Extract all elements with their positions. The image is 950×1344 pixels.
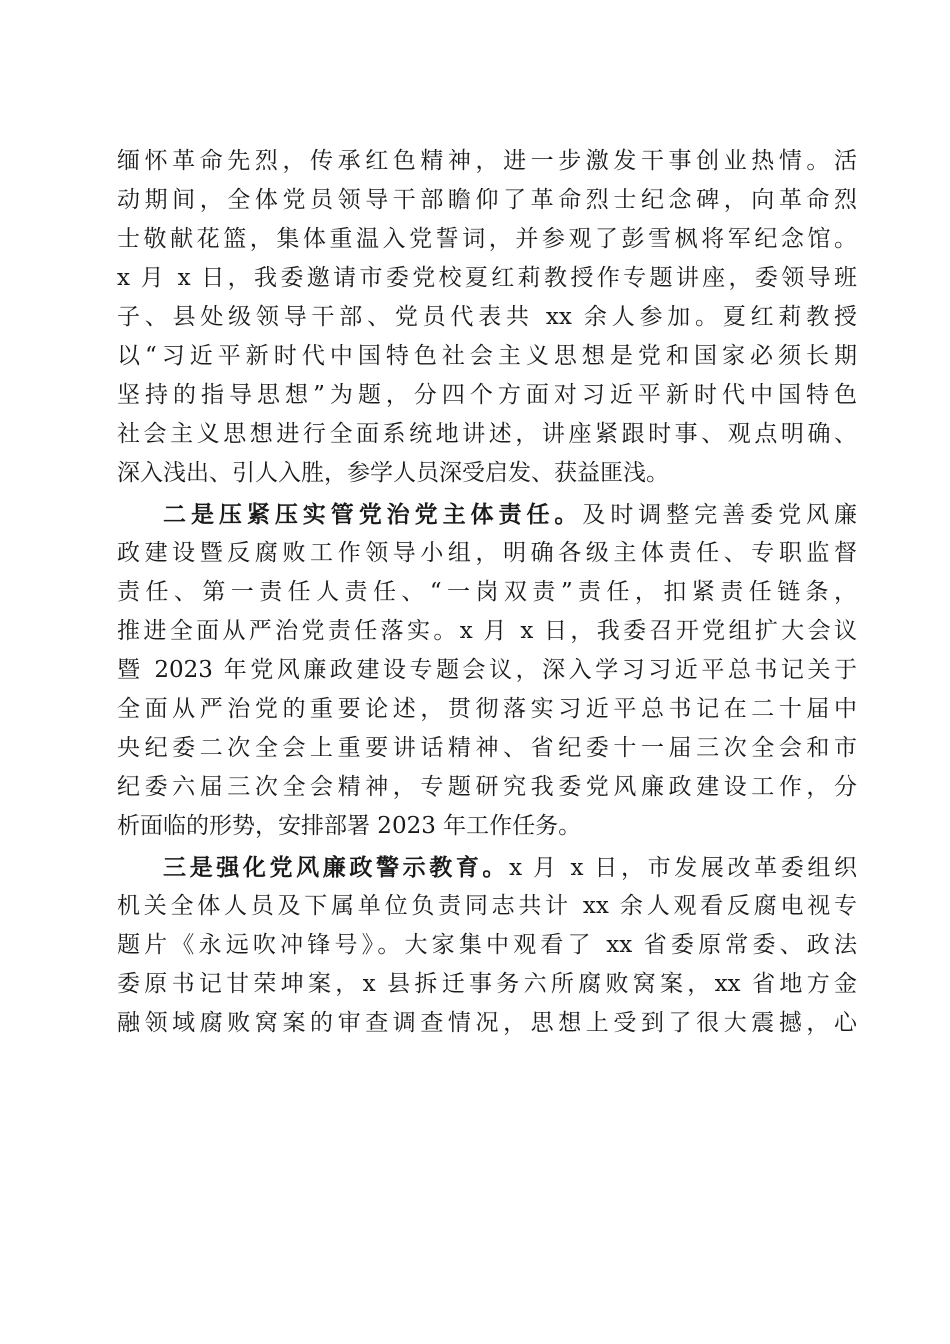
text-line: 委原书记甘荣坤案，x 县拆迁事务六所腐败窝案，xx 省地方金 <box>117 971 857 997</box>
text-line: 责任、第一责任人责任、“一岗双责”责任，扣紧责任链条， <box>117 579 857 605</box>
paragraph-1 <box>117 142 857 493</box>
document-body <box>117 142 857 1043</box>
paragraph-3-first-line-text: x 月 x 日，市发展改革委组织 <box>509 855 857 881</box>
paragraph-3-heading: 三是强化党风廉政警示教育。 <box>163 854 510 881</box>
text-line: 以“习近平新时代中国特色社会主义思想是党和国家必须长期 <box>117 343 857 369</box>
paragraph-2-first-line <box>117 495 857 534</box>
text-line: 央纪委二次全会上重要讲话精神、省纪委十一届三次全会和市 <box>117 735 857 761</box>
text-line: 融领域腐败窝案的审查调查情况，思想上受到了很大震撼，心 <box>117 1010 857 1036</box>
text-line: 机关全体人员及下属单位负责同志共计 xx 余人观看反腐电视专 <box>117 893 857 919</box>
text-line: 深入浅出、引人入胜，参学人员深受启发、获益匪浅。 <box>117 460 669 486</box>
paragraph-3-first-line <box>117 848 857 887</box>
text-line: 士敬献花篮，集体重温入党誓词，并参观了彭雪枫将军纪念馆。 <box>117 226 857 252</box>
paragraph-2-first-line-text: 及时调整完善委党风廉 <box>582 502 858 528</box>
text-line: x 月 x 日，我委邀请市委党校夏红莉教授作专题讲座，委领导班 <box>117 265 857 291</box>
text-line: 子、县处级领导干部、党员代表共 xx 余人参加。夏红莉教授 <box>117 304 857 330</box>
paragraph-2 <box>117 495 857 846</box>
text-line: 缅怀革命先烈，传承红色精神，进一步激发干事创业热情。活 <box>117 148 857 174</box>
text-line: 暨 2023 年党风廉政建设专题会议，深入学习习近平总书记关于 <box>117 657 857 683</box>
text-line: 全面从严治党的重要论述，贯彻落实习近平总书记在二十届中 <box>117 696 857 722</box>
text-line: 政建设暨反腐败工作领导小组，明确各级主体责任、专职监督 <box>117 540 857 566</box>
text-line: 动期间，全体党员领导干部瞻仰了革命烈士纪念碑，向革命烈 <box>117 187 857 213</box>
text-line: 坚持的指导思想”为题，分四个方面对习近平新时代中国特色 <box>117 382 857 408</box>
text-line: 推进全面从严治党责任落实。x 月 x 日，我委召开党组扩大会议 <box>117 618 857 644</box>
text-line: 社会主义思想进行全面系统地讲述，讲座紧跟时事、观点明确、 <box>117 421 857 447</box>
paragraph-3 <box>117 848 857 1043</box>
paragraph-2-heading: 二是压紧压实管党治党主体责任。 <box>163 501 583 528</box>
text-line: 纪委六届三次全会精神，专题研究我委党风廉政建设工作，分 <box>117 774 857 800</box>
text-line: 题片《永远吹冲锋号》。大家集中观看了 xx 省委原常委、政法 <box>117 932 857 958</box>
text-line: 析面临的形势，安排部署 2023 年工作任务。 <box>117 813 582 839</box>
